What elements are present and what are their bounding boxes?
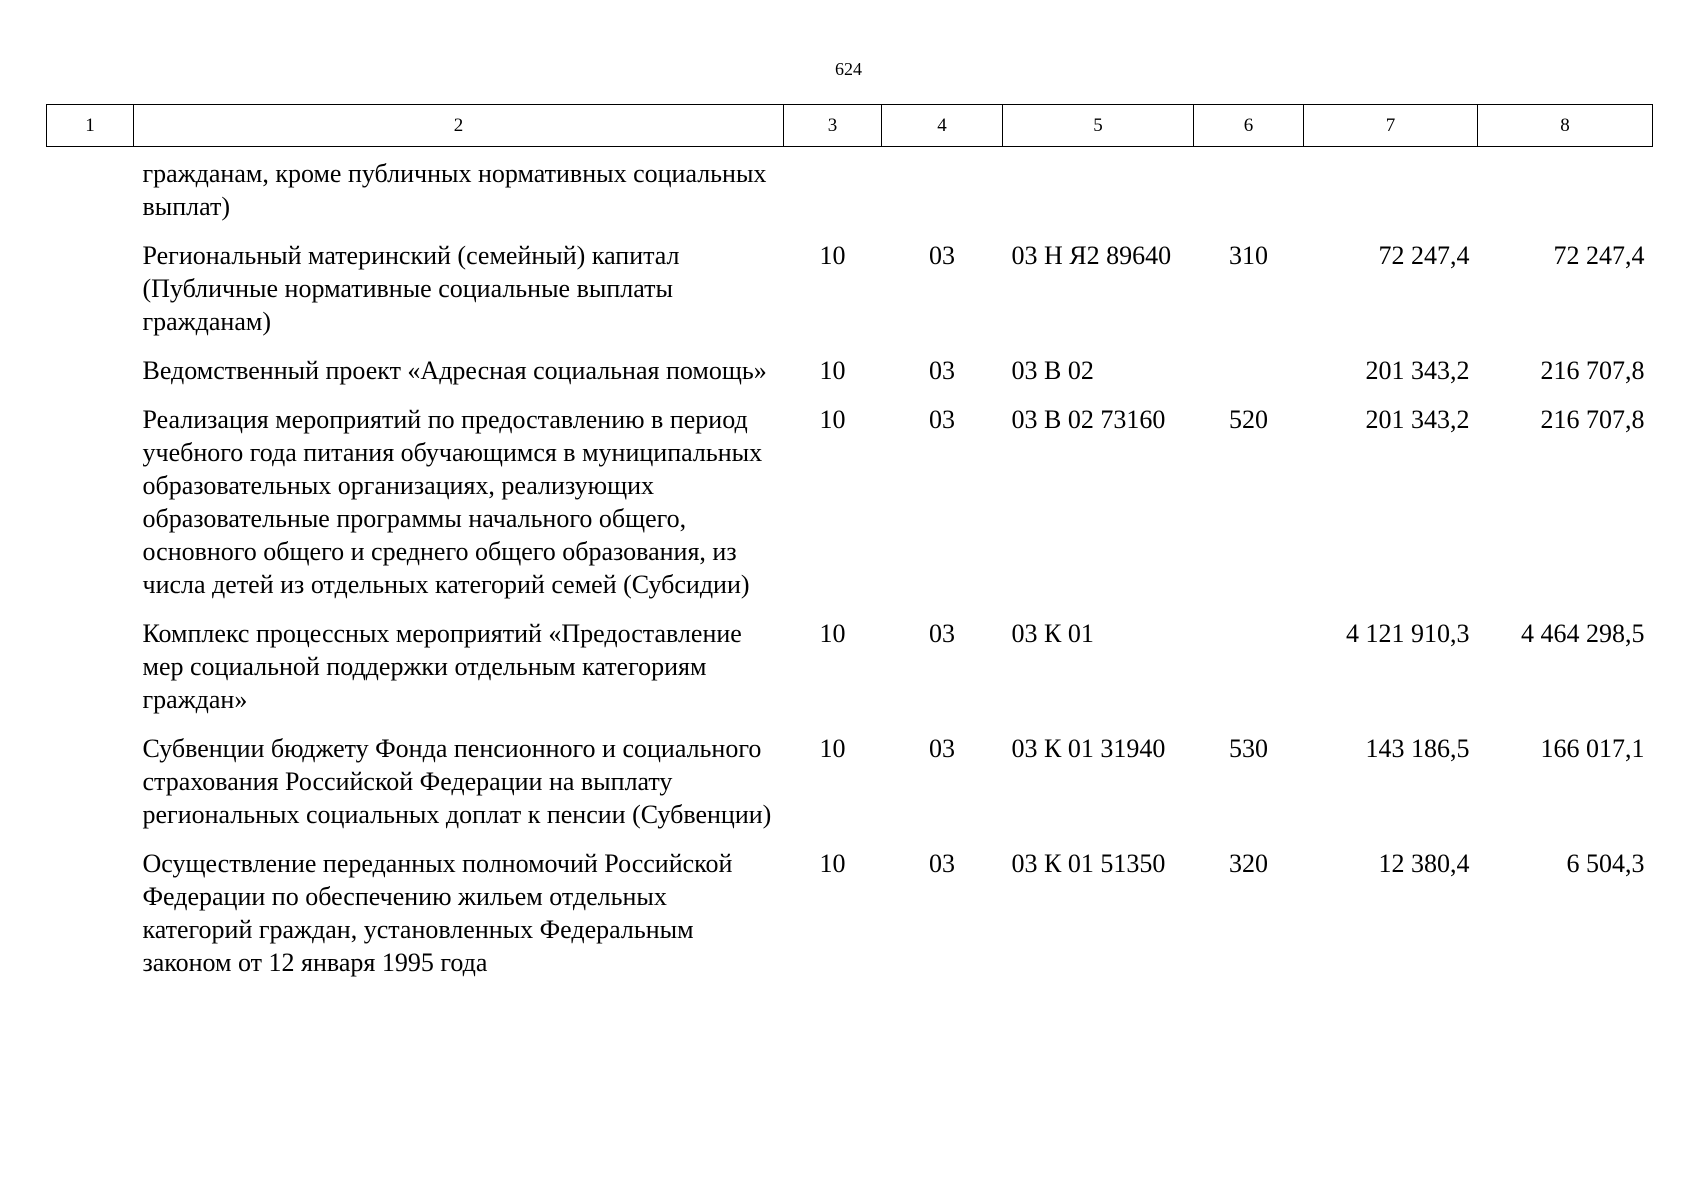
row-amount-7: 72 247,4: [1378, 241, 1470, 270]
row-amount-8: 216 707,8: [1540, 405, 1645, 434]
row-section: 10: [819, 619, 846, 648]
empty-cell: [47, 732, 134, 847]
row-target-article: 03 В 02: [1011, 356, 1094, 385]
header-col-6: 6: [1194, 105, 1304, 147]
row-amount-7: 4 121 910,3: [1346, 619, 1470, 648]
row-name: Региональный материнский (семейный) капитал (Публичные нормативные социальные выплаты гражданам): [142, 241, 680, 336]
header-row: [47, 105, 1653, 147]
row-subsection: 03: [929, 849, 955, 878]
row-target-article: 03 К 01 31940: [1011, 734, 1166, 763]
row-subsection: 03: [929, 619, 955, 648]
header-col-7: 7: [1304, 105, 1478, 147]
header-col-8: 8: [1478, 105, 1653, 147]
row-name: гражданам, кроме публичных нормативных социальных выплат): [142, 159, 767, 221]
table-row: [47, 732, 1653, 847]
row-subsection: 03: [929, 241, 955, 270]
row-expense-type: [1194, 147, 1304, 240]
row-subsection: 03: [929, 405, 955, 434]
header-col-1: 1: [47, 105, 134, 147]
table-row: [47, 239, 1653, 354]
row-amount-7: [1304, 147, 1478, 240]
row-name: Ведомственный проект «Адресная социальная помощь»: [142, 356, 767, 385]
row-amount-7: 201 343,2: [1365, 356, 1470, 385]
row-section: 10: [819, 849, 846, 878]
row-name: Реализация мероприятий по предоставлению в период учебного года питания обучающимся в муниципальных образовательных организациях, реализующих образовательные программы начального общего, основного общего и среднего общего образования, из числа детей из отдельных категорий семей (Субсидии): [142, 405, 763, 599]
empty-cell: [47, 147, 134, 240]
header-col-4: 4: [882, 105, 1003, 147]
table-row: [47, 147, 1653, 240]
table-row: [47, 354, 1653, 403]
empty-cell: [47, 847, 134, 995]
row-section: 10: [819, 734, 846, 763]
row-section: 10: [819, 405, 846, 434]
row-target-article: [1003, 147, 1194, 240]
row-amount-7: 201 343,2: [1365, 405, 1470, 434]
row-expense-type: [1194, 354, 1304, 403]
table-body: [47, 147, 1653, 996]
row-expense-type: 320: [1229, 849, 1268, 878]
empty-cell: [47, 403, 134, 617]
row-section: 10: [819, 241, 846, 270]
table-header: [47, 105, 1653, 147]
row-expense-type: 530: [1229, 734, 1268, 763]
row-expense-type: 310: [1229, 241, 1268, 270]
empty-cell: [47, 354, 134, 403]
row-amount-8: [1478, 147, 1653, 240]
row-amount-8: 72 247,4: [1553, 241, 1645, 270]
row-name: Комплекс процессных мероприятий «Предоставление мер социальной поддержки отдельным категориям граждан»: [142, 619, 742, 714]
header-col-2: 2: [134, 105, 784, 147]
row-name: Субвенции бюджету Фонда пенсионного и социального страхования Российской Федерации на выплату региональных социальных доплат к пенсии (Субвенции): [142, 734, 772, 829]
header-col-5: 5: [1003, 105, 1194, 147]
header-col-3: 3: [784, 105, 882, 147]
row-subsection: [882, 147, 1003, 240]
row-target-article: 03 К 01: [1011, 619, 1094, 648]
table-row: [47, 403, 1653, 617]
row-amount-8: 4 464 298,5: [1521, 619, 1645, 648]
row-subsection: 03: [929, 356, 955, 385]
row-amount-7: 143 186,5: [1365, 734, 1470, 763]
row-section: [784, 147, 882, 240]
row-expense-type: 520: [1229, 405, 1268, 434]
row-amount-7: 12 380,4: [1378, 849, 1470, 878]
row-name: Осуществление переданных полномочий Российской Федерации по обеспечению жильем отдельных категорий граждан, установленных Федеральным законом от 12 января 1995 года: [142, 849, 733, 977]
empty-cell: [47, 617, 134, 732]
budget-table: [46, 104, 1653, 995]
row-amount-8: 166 017,1: [1540, 734, 1645, 763]
empty-cell: [47, 239, 134, 354]
row-amount-8: 6 504,3: [1566, 849, 1645, 878]
row-target-article: 03 К 01 51350: [1011, 849, 1166, 878]
row-subsection: 03: [929, 734, 955, 763]
row-target-article: 03 В 02 73160: [1011, 405, 1166, 434]
row-amount-8: 216 707,8: [1540, 356, 1645, 385]
row-section: 10: [819, 356, 846, 385]
page-number: 624: [835, 59, 862, 79]
row-target-article: 03 Н Я2 89640: [1011, 241, 1172, 270]
table-row: [47, 617, 1653, 732]
row-expense-type: [1194, 617, 1304, 732]
table-row: [47, 847, 1653, 995]
